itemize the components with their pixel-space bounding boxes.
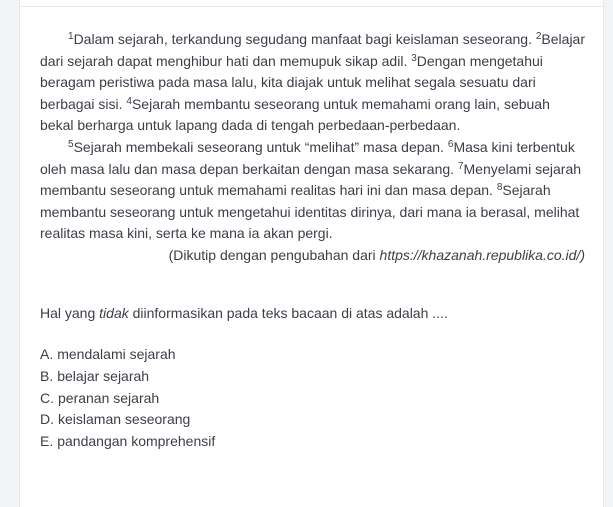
sentence-number: 3 [411,52,417,64]
sentence: Dalam sejarah, terkandung segudang manfaat bagi keislaman seseorang. [73,31,536,47]
sentence-number: 1 [68,31,74,42]
sentence-number: 2 [535,31,542,42]
question-stem [40,303,585,323]
option-text: peranan sejarah [58,389,160,406]
option-text: pandangan komprehensif [57,433,216,450]
option-a[interactable] [40,344,215,366]
option-e[interactable] [40,431,215,453]
source-url: https://khazanah.republika.co.id/) [379,246,585,263]
sentence: Sejarah membekali seseorang untuk “melihat” masa depan. [73,138,448,155]
option-c[interactable] [40,388,215,410]
source-prefix: (Dikutip dengan pengubahan dari [168,246,380,263]
option-letter: C. [40,389,54,406]
answer-options [40,344,215,453]
option-text: belajar sejarah [57,367,150,384]
option-letter: A. [40,346,54,362]
option-text: mendalami sejarah [57,346,176,362]
question-emphasis: tidak [99,305,129,321]
question-text-after: diinformasikan pada teks bacaan di atas adalah .... [128,305,448,321]
sentence: Menyelami sejarah membantu seseorang untuk memahami realitas hari ini dan masa depan. [40,160,582,199]
paragraph-2 [40,137,585,245]
sentence: Dengan mengetahui beragam peristiwa pada masa lalu, kita diajak untuk melihat segala sesuatu dari berbagai sisi. [40,52,543,112]
option-d[interactable] [40,409,215,431]
option-letter: E. [40,433,54,450]
source-citation [40,245,585,267]
option-text: keislaman seseorang [58,411,191,428]
sentence-number: 8 [496,182,503,194]
top-divider [20,6,603,7]
sentence: Belajar dari sejarah dapat menghibur hati dan memupuk sikap adil. [40,31,586,69]
sentence-number: 5 [68,138,74,150]
option-letter: B. [40,367,54,384]
sentence: Masa kini terbentuk oleh masa lalu dan masa depan berkaitan dengan masa sekarang. [40,138,575,177]
sentence-number: 6 [447,138,454,150]
option-b[interactable] [40,366,215,388]
sentence: Sejarah membantu seseorang untuk mengetahui identitas dirinya, dari mana ia berasal, melihat realitas masa kini, serta ke mana ia akan pergi. [40,182,580,242]
question-card [19,0,604,507]
sentence-number: 4 [126,95,132,107]
paragraph-1 [40,29,585,137]
option-letter: D. [40,411,54,428]
sentence-number: 7 [457,160,464,172]
sentence: Sejarah membantu seseorang untuk memahami orang lain, sebuah bekal berharga untuk lapang dada di tengah perbedaan-perbedaan. [40,95,550,134]
question-text-before: Hal yang [40,305,100,321]
reading-passage [40,29,585,267]
